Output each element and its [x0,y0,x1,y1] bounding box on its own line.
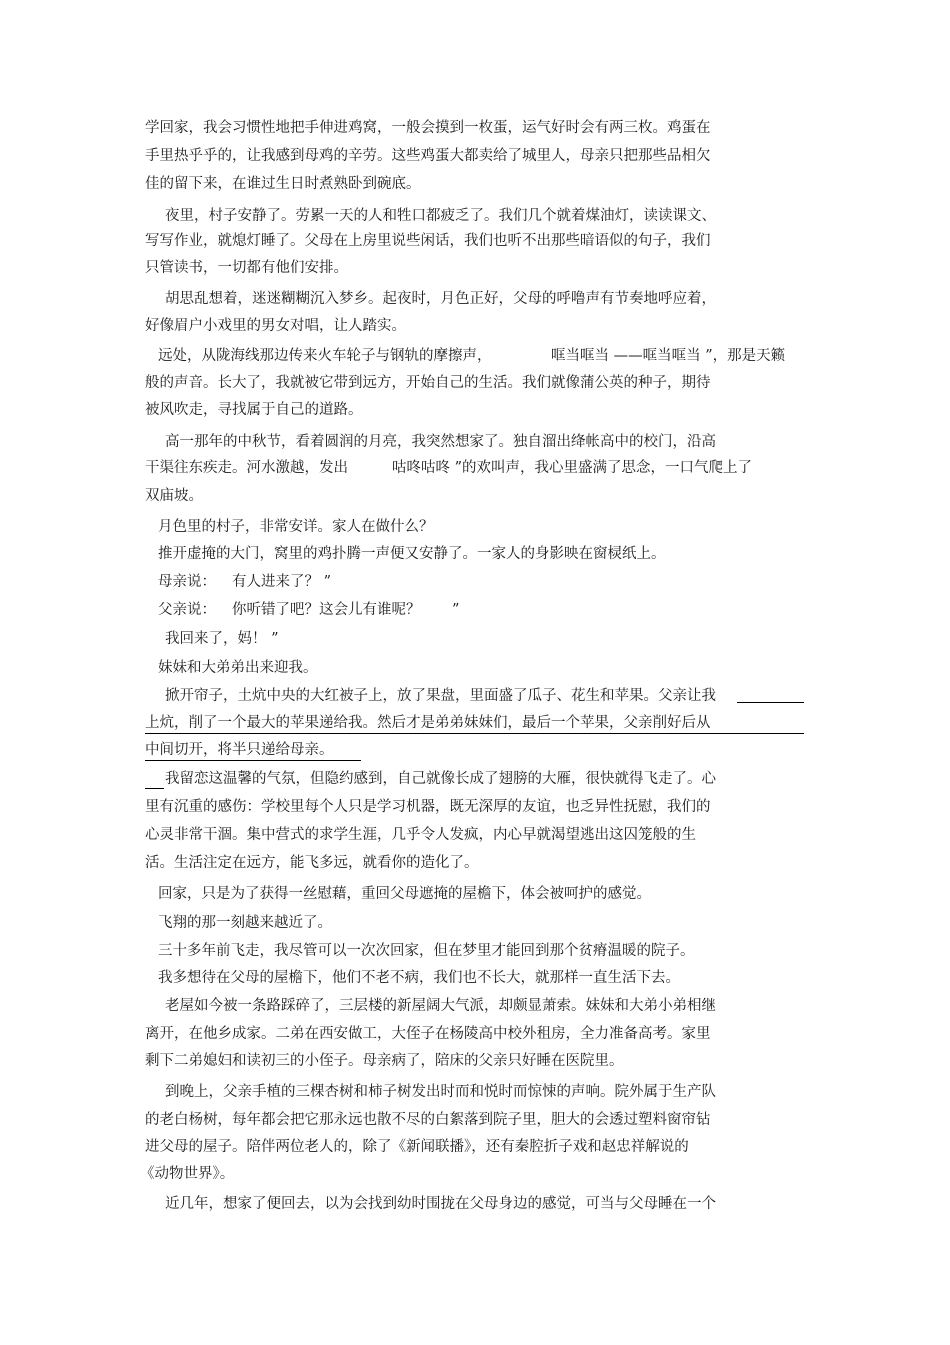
text-line: 手里热乎乎的，让我感到母鸡的辛劳。这些鸡蛋大都卖给了城里人，母亲只把那些品相欠 [145,148,711,164]
text-line: 般的声音。长大了，我就被它带到远方，开始自己的生活。我们就像蒲公英的种子，期待 [145,375,711,391]
text-line: 回家，只是为了获得一丝慰藉，重回父母遮掩的屋檐下，体会被呵护的感觉。 [158,886,651,902]
text-line: 胡思乱想着，迷迷糊糊沉入梦乡。起夜时，月色正好，父母的呼噜声有节奏地呼应着， [165,291,716,307]
text-line: 里有沉重的感伤：学校里每个人只是学习机器，既无深厚的友谊，也乏异性抚慰，我们的 [145,799,711,815]
text-line: 剩下二弟媳妇和读初三的小侄子。母亲病了，陪床的父亲只好睡在医院里。 [145,1053,624,1069]
text-line: 你听错了吧？这会儿有谁呢？ [232,602,421,618]
text-line: 活。生活注定在远方，能飞多远，就看你的造化了。 [145,855,479,871]
text-line: 近几年，想家了便回去，以为会找到幼时围拢在父母身边的感觉，可当与父母睡在一个 [165,1196,716,1212]
text-line: 写写作业，就熄灯睡了。父母在上房里说些闲话，我们也听不出那些暗语似的句子，我们 [145,233,711,249]
text-line: ” [452,602,460,618]
text-line: 我多想待在父母的屋檐下，他们不老不病，我们也不长大，就那样一直生活下去。 [158,970,680,986]
text-line: 中间切开，将半只递给母亲。 [145,740,361,761]
text-line: 母亲说： [158,574,216,590]
text-line: 进父母的屋子。陪伴两位老人的，除了《新闻联播》，还有秦腔折子戏和赵忠祥解说的 [145,1139,689,1155]
text-line: 妹妹和大弟弟出来迎我。 [158,660,318,676]
text-line: 好像眉户小戏里的男女对唱，让人踏实。 [145,318,406,334]
text-line: 的老白杨树，每年都会把它那永远也散不尽的白絮落到院子里，胆大的会透过塑料窗帘钻 [145,1112,711,1128]
text-line: 哐当哐当 ——哐当哐当 ”，那是天籁 [551,348,786,364]
text-line: 我留恋这温馨的气氛，但隐约感到，自己就像长成了翅膀的大雁，很快就得飞走了。心 [165,771,716,787]
text-line: 高一那年的中秋节，看着圆润的月亮，我突然想家了。独自溜出绛帐高中的校门，沿高 [165,434,716,450]
text-line: 心灵非常干涸。集中营式的求学生涯，几乎令人发疯，内心早就渴望逃出这囚笼般的生 [145,827,696,843]
text-line: 只管读书，一切都有他们安排。 [145,260,348,276]
text-line: 老屋如今被一条路踩碎了，三层楼的新屋阔大气派，却颇显萧索。妹妹和大弟小弟相继 [165,998,716,1014]
text-line: 飞翔的那一刻越来越近了。 [158,915,332,931]
text-line: 月色里的村子，非常安详。家人在做什么？ [158,519,434,535]
text-line: 学回家，我会习惯性地把手伸进鸡窝，一般会摸到一枚蛋，运气好时会有两三枚。鸡蛋在 [145,120,711,136]
text-line: 有人进来了？ ” [232,574,332,590]
text-line: 到晚上，父亲手植的三棵杏树和柿子树发出时而和悦时而惊悚的声响。院外属于生产队 [165,1084,716,1100]
text-line: 掀开帘子，土炕中央的大红被子上，放了果盘，里面盛了瓜子、花生和苹果。父亲让我 [165,688,716,704]
text-line: 我回来了，妈！ ” [165,631,279,647]
text-line: 咕咚咕咚 ”的欢叫声，我心里盛满了思念，一口气爬上了 [392,460,753,476]
text-line: 离开，在他乡成家。二弟在西安做工，大侄子在杨陵高中校外租房，全力准备高考。家里 [145,1026,711,1042]
text-line: 远处，从陇海线那边传来火车轮子与钢轨的摩擦声， [158,348,492,364]
text-line: 推开虚掩的大门，窝里的鸡扑腾一声便又安静了。一家人的身影映在窗棂纸上。 [158,546,666,562]
text-line: 夜里，村子安静了。劳累一天的人和牲口都疲乏了。我们几个就着煤油灯，读读课文、 [165,208,716,224]
text-line: 《动物世界》。 [140,1166,235,1182]
text-line: 双庙坡。 [145,488,203,504]
text-line: 父亲说： [158,602,216,618]
text-line: 被风吹走，寻找属于自己的道路。 [145,402,363,418]
text-line: 干渠往东疾走。河水激越，发出 [145,460,348,476]
text-line: 三十多年前飞走，我尽管可以一次次回家，但在梦里才能回到那个贫瘠温暖的院子。 [158,943,695,959]
text-line: 佳的留下来，在谁过生日时煮熟卧到碗底。 [145,176,421,192]
underline-rule [145,788,164,789]
text-line: 上炕，削了一个最大的苹果递给我。然后才是弟弟妹妹们，最后一个苹果，父亲削好后从 [145,713,804,734]
underline-rule [737,702,804,703]
